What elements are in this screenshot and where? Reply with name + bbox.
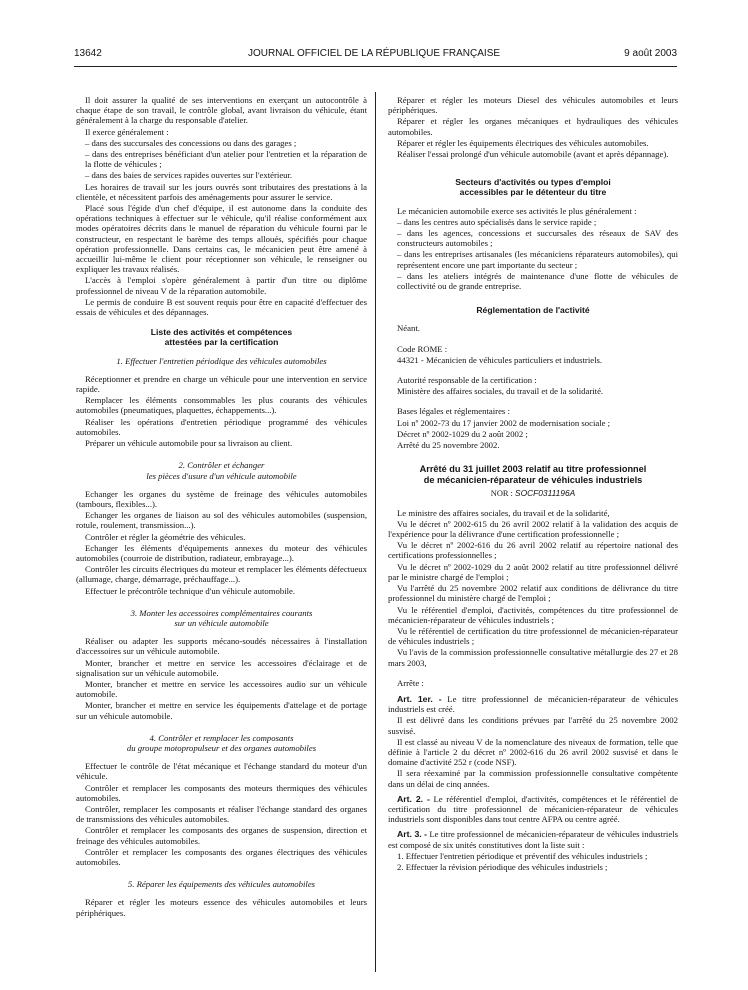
section-heading-sectors [388,177,678,197]
article-text: Le titre professionnel de mécanicien-réparateur de véhicules industriels est composé de six unités constitutives dont la liste suit : [388,829,678,850]
list-item: – dans les ateliers intégrés de maintenance d'une flotte de véhicules de collectivité ou de grande entreprise. [397,270,678,292]
paragraph: Réaliser ou adapter les supports mécano-soudés nécessaires à l'installation d'accessoires sur un véhicule automobile. [76,636,367,657]
list-item: – dans des baies de services rapides ouvertes sur l'extérieur. [85,170,293,181]
nor-reference [388,488,678,499]
list-item: – dans des succursales des concessions ou dans des garages ; [85,137,297,148]
paragraph: Décret nº 2002-1029 du 2 août 2002 ; [397,428,528,439]
paragraph: Echanger les organes du système de freinage des véhicules automobiles (tambours, flexibles...). [76,488,367,509]
paragraph: Bases légales et réglementaires : [397,406,510,417]
paragraph: Arrête : [397,677,424,688]
paragraph: Vu le décret nº 2002-616 du 26 avril 2002 relatif au répertoire national des certifications professionnelles ; [388,540,678,561]
heading-line: Arrêté du 31 juillet 2003 relatif au titre professionnel [419,464,647,475]
heading-line: Secteurs d'activités ou types d'emploi [455,177,611,188]
subheading-4 [76,733,367,753]
heading-line: 3. Monter les accessoires complémentaires courants [130,607,313,618]
column-divider [375,92,376,972]
paragraph: Contrôler et remplacer les composants des organes de suspension, direction et freinage des véhicules automobiles. [76,825,367,846]
article-2 [388,794,678,825]
paragraph: Les horaires de travail sur les jours ouvrés sont tributaires des prestations à la clientèle, et nécessitent parfois des aménagements pour assurer le service. [76,181,367,202]
paragraph: Echanger les éléments d'équipements annexes du moteur des véhicules automobiles (courroie de distribution, radiateur, embrayage...). [76,542,367,563]
paragraph: Réparer et régler les moteurs essence des véhicules automobiles et leurs périphériques. [76,897,367,918]
nor-label: NOR : [490,489,513,499]
paragraph: Code ROME : [397,343,448,354]
paragraph: Le permis de conduire B est souvent requis pour être en capacité d'effectuer des essais de véhicules et des dépannages. [76,296,367,318]
heading-line: les pièces d'usure d'un véhicule automobile [146,470,297,481]
heading-line: 4. Contrôler et remplacer les composants [149,732,294,743]
paragraph: Réparer et régler les moteurs Diesel des véhicules automobiles et leurs périphériques. [388,95,678,116]
nor-value: SOCF0311196A [514,488,576,499]
paragraph: Réparer et régler les équipements électriques des véhicules automobiles. [397,137,649,148]
heading-line: attestées par la certification [164,337,279,348]
heading-line: accessibles par le détenteur du titre [459,187,607,198]
paragraph: Echanger les organes de liaison au sol des véhicules automobiles (suspension, rotule, roulement, transmission...). [76,510,367,531]
paragraph: Préparer un véhicule automobile pour sa livraison au client. [85,438,293,449]
paragraph: Réaliser l'essai prolongé d'un véhicule automobile (avant et après dépannage). [397,149,669,160]
article-1 [388,694,678,714]
article-3 [388,829,678,849]
section-heading-regulation [388,305,678,315]
paragraph: Le mécanicien automobile exerce ses activités le plus généralement : [397,205,637,216]
article-label: Art. 3. - [397,829,428,840]
subheading-2 [76,460,367,480]
paragraph: Monter, brancher et mettre en service les accessoires d'éclairage et de signalisation sur un véhicule automobile. [76,657,367,678]
paragraph: Loi nº 2002-73 du 17 janvier 2002 de modernisation sociale ; [397,417,611,428]
paragraph: Vu l'arrêté du 25 novembre 2002 relatif aux conditions de délivrance du titre professionnel du ministère chargé de l'emploi ; [388,583,678,604]
publication-date: 9 août 2003 [624,48,677,59]
paragraph: Contrôler les circuits électriques du moteur et remplacer les éléments défectueux (allumage, charge, démarrage, préchauffage...). [76,564,367,585]
heading-line: du groupe motopropulseur et des organes automobiles [126,742,317,753]
paragraph: Vu le référentiel d'emploi, d'activités, compétences du titre professionnel de mécanicien-réparateur de véhicules industriels ; [388,604,678,625]
paragraph: Vu l'avis de la commission professionnelle consultative métallurgie des 27 et 28 mars 2003, [388,647,678,668]
paragraph: Néant. [397,323,420,334]
paragraph: Arrêté du 25 novembre 2002. [397,440,500,451]
paragraph: Effectuer le contrôle de l'état mécanique et l'échange standard du moteur d'un véhicule. [76,761,367,782]
list-item: – dans les entreprises artisanales (les mécaniciens réparateurs automobiles), qui représentent encore une part importante du secteur ; [397,249,678,270]
article-label: Art. 2. - [397,793,430,804]
subheading-5 [76,879,367,889]
page-number: 13642 [74,48,102,59]
paragraph: 2. Effectuer la révision périodique des véhicules industriels ; [397,861,608,872]
decree-title [388,464,678,485]
heading-line: 2. Contrôler et échanger [178,460,265,471]
heading-line: 1. Effectuer l'entretien périodique des véhicules automobiles [116,355,327,366]
list-item: – dans les agences, concessions et succursales des réseaux de SAV des constructeurs automobiles ; [397,228,678,249]
list-item: – dans les centres auto spécialisés dans le service rapide ; [397,216,597,227]
subheading-3 [76,608,367,628]
paragraph: Contrôler et remplacer les composants des organes électriques des véhicules automobiles. [76,846,367,867]
paragraph: Réaliser les opérations d'entretien périodique programmé des véhicules automobiles. [76,416,367,437]
paragraph: Contrôler et régler la géométrie des véhicules. [85,531,246,542]
journal-title: JOURNAL OFFICIEL DE LA RÉPUBLIQUE FRANÇAISE [247,48,501,59]
paragraph: Il est délivré dans les conditions prévues par l'arrêté du 25 novembre 2002 susvisé. [388,715,678,736]
paragraph: Vu le décret nº 2002-1029 du 2 août 2002 relatif au titre professionnel délivré par le ministre chargé de l'emploi ; [388,561,678,582]
paragraph: 1. Effectuer l'entretien périodique et préventif des véhicules industriels ; [397,850,648,861]
heading-line: Réglementation de l'activité [476,305,590,316]
paragraph: Autorité responsable de la certification : [397,375,537,386]
paragraph: Il exerce généralement : [85,126,169,137]
paragraph: Monter, brancher et mettre en service les accessoires audio sur un véhicule automobile. [76,678,367,700]
paragraph: Ministère des affaires sociales, du travail et de la solidarité. [397,386,604,397]
heading-line: Liste des activités et compétences [150,327,293,338]
article-text: Le titre professionnel de mécanicien-réparateur de véhicules industriels est créé. [388,693,678,715]
left-column [76,95,367,919]
page-header [0,48,748,64]
paragraph: Vu le référentiel de certification du titre professionnel de mécanicien-réparateur de véhicules industriels ; [388,625,678,647]
paragraph: Vu le décret nº 2002-615 du 26 avril 2002 relatif à la validation des acquis de l'expérience pour la délivrance d'une certification professionnelle ; [388,518,678,540]
section-heading-activities [76,327,367,347]
paragraph: Placé sous l'égide d'un chef d'équipe, il est autonome dans la conduite des opérations techniques à effectuer sur le véhicule, qu'il réalise conformément aux modes opératoires décrits dans le manuel de réparation du véhicule fourni par le constructeur, en respectant le barème des temps alloués, spécifiés pour chaque opération professionnelle. Dans certains cas, le mécanicien peut être amené à accueillir lui-même le client pour réceptionner son véhicule, le renseigner ou expliquer les travaux réalisés. [76,203,367,275]
paragraph: Réceptionner et prendre en charge un véhicule pour une intervention en service rapide. [76,373,367,395]
paragraph: Le ministre des affaires sociales, du travail et de la solidarité, [397,507,610,518]
subheading-1 [76,356,367,366]
paragraph: Monter, brancher et mettre en service les équipements d'attelage et de portage sur un véhicule automobile. [76,700,367,721]
paragraph: Réparer et régler les organes mécaniques et hydrauliques des véhicules automobiles. [388,116,678,137]
paragraph: L'accès à l'emploi s'opère généralement à partir d'un titre ou diplôme professionnel de niveau V de la réparation automobile. [76,275,367,296]
paragraph: Il doit assurer la qualité de ses interventions en exerçant un autocontrôle à chaque étape de son travail, le contrôle global, avant livraison du véhicule, étant généralement à la charge du responsable d'atelier. [76,95,367,126]
heading-line: 5. Réparer les équipements des véhicules automobiles [127,879,316,890]
article-label: Art. 1er. - [397,693,442,704]
paragraph: Effectuer le précontrôle technique d'un véhicule automobile. [85,585,296,596]
paragraph: Contrôler, remplacer les composants et réaliser l'échange standard des organes de transmissions des véhicules automobiles. [76,803,367,825]
paragraph: Il sera réexaminé par la commission professionnelle consultative compétente dans un délai de cinq années. [388,768,678,789]
paragraph: Contrôler et remplacer les composants des moteurs thermiques des véhicules automobiles. [76,782,367,803]
right-column [388,95,678,873]
paragraph: Il est classé au niveau V de la nomenclature des niveaux de formation, telle que définie à l'article 2 du décret nº 2002-616 du 26 avril 2002 susvisé et dans le domaine d'activité 252 r (code NSF). [388,736,678,768]
article-text: Le référentiel d'emploi, d'activités, compétences et le référentiel de certification du titre professionnel de mécanicien-réparateur de véhicules industriels sont disponibles dans tout centre AFPA ou centre agréé. [388,793,678,825]
paragraph: 44321 - Mécanicien de véhicules particuliers et industriels. [397,354,603,365]
list-item: – dans des entreprises bénéficiant d'un atelier pour l'entretien et la réparation de la flotte de véhicules ; [85,149,367,170]
heading-line: sur un véhicule automobile [174,617,269,628]
heading-line: de mécanicien-réparateur de véhicules industriels [423,474,643,485]
paragraph: Remplacer les éléments consommables les plus courants des véhicules automobiles (pneumatiques, plaquettes, échappements...). [76,395,367,416]
header-rule [74,66,677,67]
